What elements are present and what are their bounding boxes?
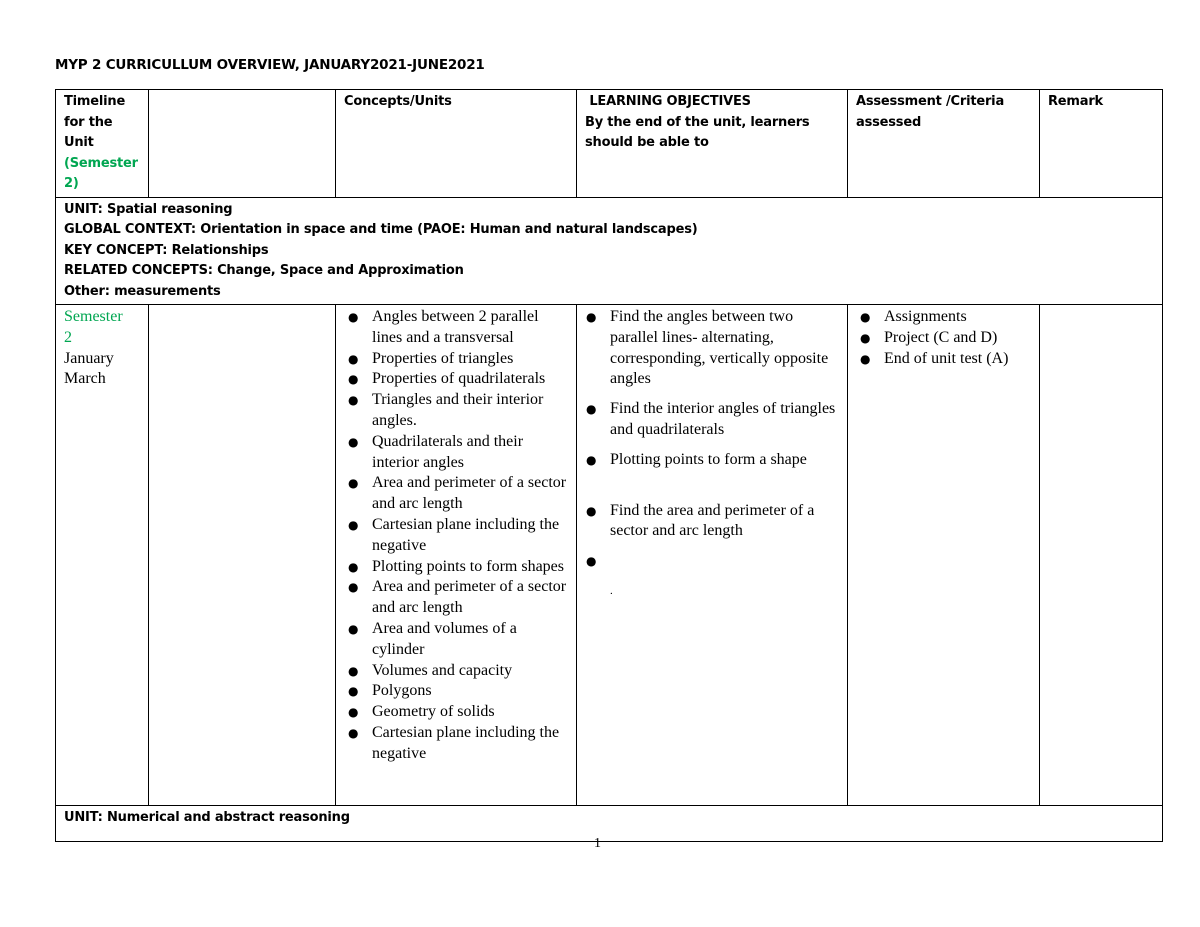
content-row: [56, 305, 1163, 806]
list-item: ● Area and perimeter of a sector and arc length: [348, 474, 567, 513]
bullet-icon: ●: [586, 402, 597, 417]
concepts-list: [344, 307, 568, 765]
bullet-icon: ●: [348, 621, 359, 636]
bullet-icon: ●: [586, 554, 597, 569]
list-item: ● Properties of triangles: [344, 349, 568, 370]
unit-info-row: [56, 197, 1163, 305]
header-timeline: Timeline for the Unit (Semester 2): [56, 90, 149, 198]
list-item: ● Angles between 2 parallel lines and a transversal: [348, 308, 539, 346]
blank-cell: [149, 305, 336, 806]
list-item: ● Cartesian plane including the negative: [348, 515, 560, 554]
bullet-icon: ●: [348, 580, 359, 595]
bullet-icon: ●: [586, 452, 597, 467]
list-item: ● End of unit test (A): [856, 349, 1031, 370]
objectives-cell: [577, 305, 848, 806]
page-number: 1: [594, 836, 601, 851]
bullet-icon: ●: [348, 705, 359, 720]
list-item: ● Triangles and their interior angles.: [348, 391, 544, 429]
bullet-icon: ●: [348, 684, 359, 699]
header-concepts: Concepts/Units: [336, 90, 577, 198]
assessment-cell: [848, 305, 1040, 806]
bullet-icon: ●: [348, 310, 359, 324]
header-objectives: LEARNING OBJECTIVES By the end of the unit, learners should be able to: [577, 90, 848, 198]
unit2-row: [56, 806, 1163, 842]
list-item: ● Quadrilaterals and their interior angles: [348, 432, 524, 471]
bullet-icon: ●: [348, 725, 359, 740]
header-row: [56, 90, 1163, 198]
document-title: MYP 2 CURRICULLUM OVERVIEW, JANUARY2021-JUNE2021: [55, 57, 485, 73]
list-item: [582, 551, 842, 572]
bullet-icon: ●: [586, 503, 597, 518]
list-item: ● Area and perimeter of a sector and arc length: [348, 578, 567, 617]
bullet-icon: ●: [860, 310, 871, 324]
related-concepts: RELATED CONCEPTS: Change, Space and Approximation: [64, 263, 464, 278]
list-item: ● Assignments: [856, 307, 1031, 328]
concepts-cell: [336, 305, 577, 806]
list-item: ● Cartesian plane including the negative: [348, 723, 560, 762]
bullet-icon: ●: [348, 372, 359, 387]
list-item: ● Find the area and perimeter of a sector and arc length: [586, 501, 815, 540]
header-semester: (Semester: [64, 155, 138, 171]
unit-info: [56, 197, 1163, 305]
bullet-icon: ●: [586, 310, 597, 324]
trailing-dot: .: [610, 585, 613, 598]
list-item: ● Project (C and D): [856, 328, 1031, 349]
timeline-cell: Semester 2 January March: [56, 305, 149, 806]
list-item: ● Volumes and capacity: [344, 661, 568, 682]
list-item: ● Find the angles between two parallel lines- alternating, corresponding, vertically opposite angles: [586, 308, 829, 388]
other-concepts: Other: measurements: [64, 283, 221, 299]
bullet-icon: ●: [860, 351, 871, 366]
curriculum-table: [55, 89, 1163, 842]
bullet-icon: ●: [348, 663, 359, 678]
unit2-title: UNIT: Numerical and abstract reasoning: [56, 806, 1163, 842]
key-concept: KEY CONCEPT: Relationships: [64, 242, 269, 258]
objectives-list: [582, 307, 842, 572]
header-assessment: Assessment /Criteria assessed: [848, 90, 1040, 198]
bullet-icon: ●: [348, 393, 359, 408]
bullet-icon: ●: [348, 434, 359, 449]
bullet-icon: ●: [348, 351, 359, 366]
list-item: ● Properties of quadrilaterals: [344, 369, 568, 390]
list-item: ● Plotting points to form a shape: [582, 450, 842, 471]
list-item: ● Find the interior angles of triangles and quadrilaterals: [586, 400, 836, 438]
list-item: ● Polygons: [344, 681, 568, 702]
unit-title: UNIT: Spatial reasoning: [64, 201, 233, 217]
list-item: ● Area and volumes of a cylinder: [348, 619, 517, 658]
list-item: ● Plotting points to form shapes: [344, 557, 568, 578]
global-context: GLOBAL CONTEXT: Orientation in space and time (PAOE: Human and natural landscapes): [64, 222, 698, 237]
bullet-icon: ●: [348, 517, 359, 532]
remark-cell: [1040, 305, 1163, 806]
header-blank: [149, 90, 336, 198]
list-item: ● Geometry of solids: [344, 702, 568, 723]
bullet-icon: ●: [348, 476, 359, 491]
bullet-icon: ●: [348, 559, 359, 574]
bullet-icon: ●: [860, 330, 871, 345]
header-remark: Remark: [1040, 90, 1163, 198]
assessment-list: [856, 307, 1031, 369]
